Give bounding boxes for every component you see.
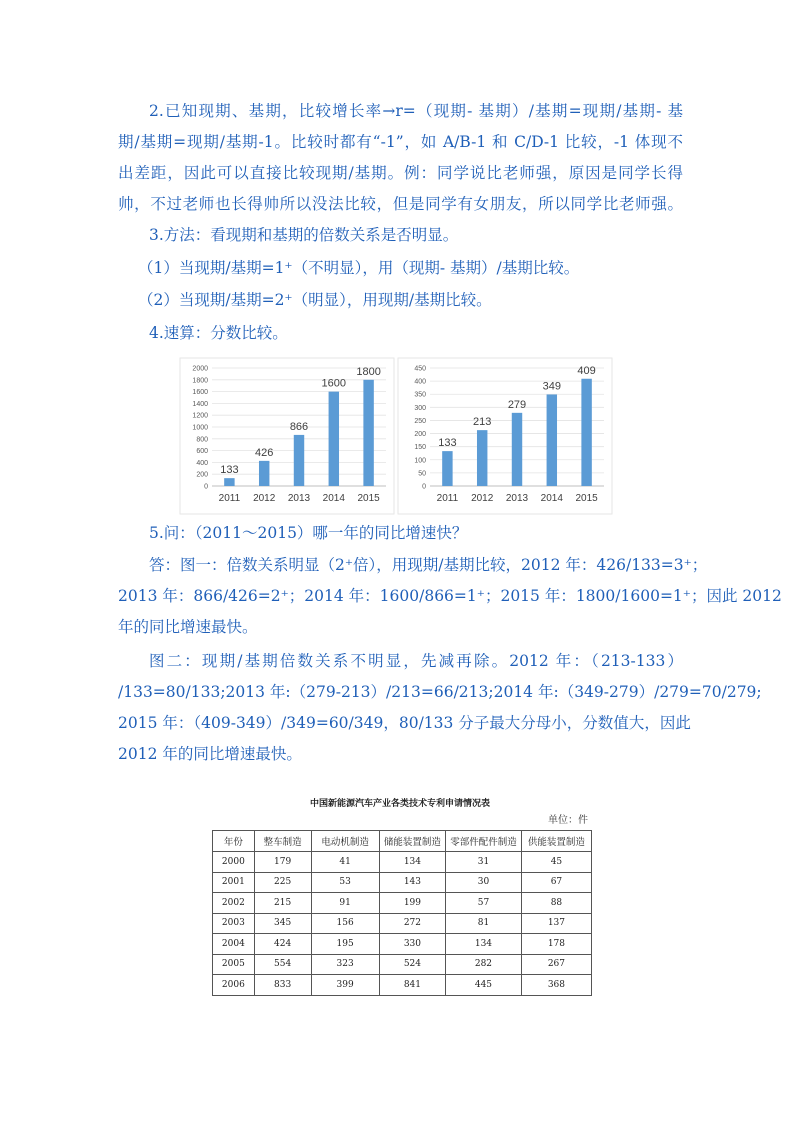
text-line: 2015 年：（409-349）/349=60/349，80/133 分子最大分母小，分数值大，因此 — [118, 714, 691, 732]
table-title: 中国新能源汽车产业各类技术专利申请情况表 — [309, 799, 490, 809]
x-tick-label-2014: 2014 — [540, 493, 563, 504]
table-cell: 399 — [311, 975, 379, 996]
data-label-2012: 213 — [473, 416, 492, 429]
table-cell: 282 — [446, 954, 522, 975]
table-cell: 424 — [254, 934, 311, 955]
paragraph-method — [118, 220, 683, 251]
table-cell: 91 — [311, 893, 379, 914]
text-line: （2）当现期/基期=2⁺（明显），用现期/基期比较。 — [138, 291, 492, 309]
bar-2013 — [512, 413, 522, 486]
x-tick-label-2011: 2011 — [218, 493, 241, 504]
table-row — [213, 954, 592, 975]
paragraph-quick-calc — [118, 318, 683, 349]
table-cell: 134 — [379, 852, 445, 873]
table-cell: 143 — [379, 872, 445, 893]
y-tick-label: 350 — [414, 391, 426, 399]
x-tick-label-2015: 2015 — [575, 493, 598, 504]
bar-2012 — [477, 430, 487, 486]
data-label-2011: 133 — [438, 437, 457, 450]
table-cell: 2000 — [213, 852, 255, 873]
patent-table-section — [208, 796, 592, 996]
chart-2-svg — [398, 358, 612, 514]
y-tick-label: 400 — [196, 459, 208, 467]
y-tick-label: 1600 — [192, 389, 208, 397]
table-row — [213, 893, 592, 914]
text-line: 5.问：（2011～2015）哪一年的同比增速快？ — [149, 524, 468, 542]
table-cell: 134 — [446, 934, 522, 955]
x-tick-label-2013: 2013 — [505, 493, 529, 504]
y-tick-label: 1000 — [192, 424, 208, 432]
table-unit: 单位：件 — [548, 815, 588, 826]
text-line: 出差距，因此可以直接比较现期/基期。例：同学说比老师强，原因是同学长得 — [118, 164, 683, 182]
x-tick-label-2011: 2011 — [436, 493, 459, 504]
table-cell: 2002 — [213, 893, 255, 914]
x-tick-label-2015: 2015 — [357, 493, 380, 504]
table-cell: 179 — [254, 852, 311, 873]
y-tick-label: 250 — [414, 417, 426, 425]
text-line: 帅，不过老师也长得帅所以没法比较，但是同学有女朋友，所以同学比老师强。 — [118, 195, 683, 213]
table-row — [213, 872, 592, 893]
data-label-2011: 133 — [220, 464, 239, 477]
header-storage: 储能装置制造 — [379, 831, 445, 852]
header-motor: 电动机制造 — [311, 831, 379, 852]
y-tick-label: 400 — [414, 378, 426, 386]
y-tick-label: 50 — [418, 470, 426, 478]
y-tick-label: 0 — [204, 483, 208, 491]
data-label-2012: 426 — [255, 446, 274, 459]
paragraph-question — [118, 518, 683, 549]
table-cell: 215 — [254, 893, 311, 914]
table-header-row — [213, 831, 592, 852]
table-cell: 2006 — [213, 975, 255, 996]
table-cell: 345 — [254, 913, 311, 934]
paragraph-case-2 — [118, 285, 683, 316]
table-cell: 330 — [379, 934, 445, 955]
table-cell: 323 — [311, 954, 379, 975]
text-line: 期/基期=现期/基期-1。比较时都有“-1”，如 A/B-1 和 C/D-1 比较，-1 体现不 — [118, 133, 683, 151]
chart-2 — [398, 358, 612, 514]
y-tick-label: 0 — [422, 483, 426, 491]
table-cell: 225 — [254, 872, 311, 893]
table-cell: 45 — [521, 852, 591, 873]
table-cell: 841 — [379, 975, 445, 996]
bar-2014 — [547, 394, 557, 486]
table-cell: 554 — [254, 954, 311, 975]
header-parts: 零部件配件制造 — [446, 831, 522, 852]
y-tick-label: 1800 — [192, 377, 208, 385]
y-tick-label: 1400 — [192, 400, 208, 408]
bar-2015 — [363, 380, 373, 486]
table-cell: 199 — [379, 893, 445, 914]
table-cell: 272 — [379, 913, 445, 934]
y-tick-label: 2000 — [192, 365, 208, 373]
y-tick-label: 800 — [196, 436, 208, 444]
text-line: 4.速算：分数比较。 — [149, 324, 288, 342]
table-cell: 57 — [446, 893, 522, 914]
paragraph-answer-1 — [118, 550, 782, 643]
chart-1-svg — [180, 358, 394, 514]
table-cell: 524 — [379, 954, 445, 975]
table-cell: 445 — [446, 975, 522, 996]
table-cell: 2005 — [213, 954, 255, 975]
text-line: （1）当现期/基期=1⁺（不明显），用（现期- 基期）/基期比较。 — [138, 259, 580, 277]
table-cell: 31 — [446, 852, 522, 873]
table-cell: 137 — [521, 913, 591, 934]
header-year: 年份 — [213, 831, 255, 852]
y-tick-label: 450 — [414, 365, 426, 373]
bar-2013 — [294, 435, 304, 486]
text-line: 3.方法：看现期和基期的倍数关系是否明显。 — [149, 226, 459, 244]
table-cell: 2004 — [213, 934, 255, 955]
text-line: 答：图一：倍数关系明显（2⁺倍），用现期/基期比较，2012 年：426/133=3⁺； — [149, 556, 708, 574]
table-row — [213, 934, 592, 955]
charts-container — [180, 358, 640, 514]
bar-2011 — [224, 478, 234, 486]
table-cell: 53 — [311, 872, 379, 893]
paragraph-case-1 — [118, 253, 683, 284]
header-vehicle: 整车制造 — [254, 831, 311, 852]
text-line: 2.已知现期、基期，比较增长率→r=（现期- 基期）/基期=现期/基期- 基 — [149, 102, 683, 120]
y-tick-label: 200 — [414, 431, 426, 439]
table-cell: 2003 — [213, 913, 255, 934]
table-cell: 67 — [521, 872, 591, 893]
table-cell: 156 — [311, 913, 379, 934]
table-cell: 41 — [311, 852, 379, 873]
y-tick-label: 300 — [414, 404, 426, 412]
text-line: 2012 年的同比增速最快。 — [118, 745, 302, 763]
table-cell: 195 — [311, 934, 379, 955]
bar-2011 — [442, 451, 452, 486]
patent-table — [212, 830, 592, 996]
text-line: 年的同比增速最快。 — [118, 618, 258, 636]
table-row — [213, 913, 592, 934]
chart-frame — [180, 358, 394, 514]
table-row — [213, 975, 592, 996]
y-tick-label: 200 — [196, 471, 208, 479]
table-row — [213, 852, 592, 873]
table-cell: 81 — [446, 913, 522, 934]
x-tick-label-2012: 2012 — [253, 493, 276, 504]
data-label-2015: 1800 — [356, 365, 381, 378]
bar-2012 — [259, 461, 269, 486]
text-line: 图二：现期/基期倍数关系不明显，先减再除。2012 年：（213-133） — [149, 652, 683, 670]
data-label-2013: 279 — [507, 398, 527, 411]
bar-2015 — [581, 379, 591, 486]
y-tick-label: 100 — [414, 457, 426, 465]
header-supply: 供能装置制造 — [521, 831, 591, 852]
table-cell: 267 — [521, 954, 591, 975]
y-tick-label: 150 — [414, 444, 426, 452]
paragraph-growth-rate — [118, 96, 683, 220]
table-cell: 833 — [254, 975, 311, 996]
text-line: /133=80/133;2013 年:（279-213）/213=66/213;2014 年:（349-279）/279=70/279; — [118, 683, 762, 701]
text-line: 2013 年：866/426=2⁺；2014 年：1600/866=1⁺；2015 年：1800/1600=1⁺；因此 2012 — [118, 587, 782, 605]
x-tick-label-2012: 2012 — [471, 493, 494, 504]
data-label-2014: 349 — [542, 380, 561, 393]
y-tick-label: 1200 — [192, 412, 208, 420]
bar-2014 — [329, 392, 339, 486]
table-cell: 178 — [521, 934, 591, 955]
x-tick-label-2014: 2014 — [322, 493, 345, 504]
data-label-2013: 866 — [289, 420, 309, 433]
x-tick-label-2013: 2013 — [287, 493, 311, 504]
data-label-2014: 1600 — [321, 377, 347, 390]
chart-1 — [180, 358, 394, 514]
table-cell: 368 — [521, 975, 591, 996]
paragraph-answer-2 — [118, 646, 762, 770]
table-cell: 88 — [521, 893, 591, 914]
data-label-2015: 409 — [577, 364, 596, 377]
y-tick-label: 600 — [196, 448, 208, 456]
table-cell: 2001 — [213, 872, 255, 893]
table-cell: 30 — [446, 872, 522, 893]
